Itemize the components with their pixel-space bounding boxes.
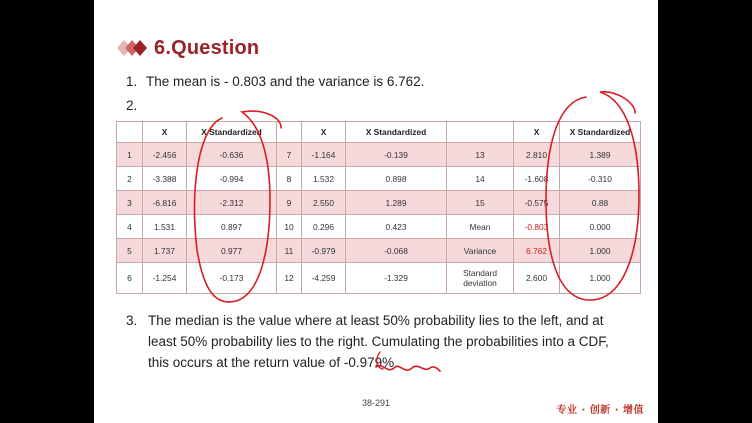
table-cell: 0.423 (346, 215, 447, 239)
table-row (117, 263, 641, 294)
table-cell: 7 (277, 143, 302, 167)
table-cell: -3.388 (143, 167, 187, 191)
table-cell: 2.810 (514, 143, 560, 167)
table-cell: 13 (447, 143, 514, 167)
column-header: X (143, 122, 187, 143)
table-cell: -0.173 (187, 263, 277, 294)
table-cell: -0.575 (514, 191, 560, 215)
data-table (116, 121, 641, 294)
table-cell: 0.000 (560, 215, 641, 239)
brand-slogan: 专业 · 创新 · 增值 (556, 405, 644, 416)
table-cell: -0.803 (514, 215, 560, 239)
column-header: X (302, 122, 346, 143)
question-text: The mean is - 0.803 and the variance is 6.762. (146, 74, 425, 89)
table-cell: -0.636 (187, 143, 277, 167)
question-number: 1. (126, 74, 138, 89)
table-cell: -0.979 (302, 239, 346, 263)
table-cell: 12 (277, 263, 302, 294)
table-cell: Variance (447, 239, 514, 263)
table-cell: 8 (277, 167, 302, 191)
table-cell: -2.456 (143, 143, 187, 167)
table-cell: 6.762 (514, 239, 560, 263)
table-cell: 0.296 (302, 215, 346, 239)
table-row (117, 191, 641, 215)
table-cell: 14 (447, 167, 514, 191)
table-cell: 1.389 (560, 143, 641, 167)
table-cell: 0.898 (346, 167, 447, 191)
table-cell: 9 (277, 191, 302, 215)
column-header: X Standardized (560, 122, 641, 143)
column-header (447, 122, 514, 143)
slide (94, 0, 658, 423)
question-number: 3. (126, 313, 138, 328)
table-header-row (117, 122, 641, 143)
table-cell: -6.816 (143, 191, 187, 215)
table-cell: 2.550 (302, 191, 346, 215)
table-cell: -0.068 (346, 239, 447, 263)
column-header (117, 122, 143, 143)
page-number: 38-291 (361, 398, 391, 408)
table-cell: 3 (117, 191, 143, 215)
table-row (117, 167, 641, 191)
question-number: 2. (126, 98, 138, 113)
diamond-logo-icon (108, 36, 148, 60)
table-cell: 1.289 (346, 191, 447, 215)
table-cell: 1.532 (302, 167, 346, 191)
table-cell: 2.600 (514, 263, 560, 294)
column-header: X (514, 122, 560, 143)
table-cell: 1.000 (560, 239, 641, 263)
table-cell: 0.88 (560, 191, 641, 215)
table-cell: 6 (117, 263, 143, 294)
table-cell: 2 (117, 167, 143, 191)
table-cell: -0.310 (560, 167, 641, 191)
table-cell: 1.737 (143, 239, 187, 263)
table-cell: 0.897 (187, 215, 277, 239)
table-cell: -0.139 (346, 143, 447, 167)
table-cell: Standard deviation (447, 263, 514, 294)
table-row (117, 215, 641, 239)
table-cell: 11 (277, 239, 302, 263)
table-cell: 1.000 (560, 263, 641, 294)
question-text: The median is the value where at least 50% probability lies to the left, and at least 50% probability lies to the right. Cumulating the probabilities into a CDF, this occurs at the return value of -0.979%. (148, 313, 609, 370)
table-cell: 0.977 (187, 239, 277, 263)
question-2 (126, 98, 146, 113)
table-row (117, 239, 641, 263)
question-3 (126, 310, 632, 373)
table-cell: 1.531 (143, 215, 187, 239)
table-cell: -0.994 (187, 167, 277, 191)
table-cell: -1.329 (346, 263, 447, 294)
table-cell: -4.259 (302, 263, 346, 294)
column-header: X Standardized (346, 122, 447, 143)
question-1 (126, 74, 424, 89)
table-cell: 1 (117, 143, 143, 167)
table-cell: 4 (117, 215, 143, 239)
table-row (117, 143, 641, 167)
table-cell: -1.164 (302, 143, 346, 167)
table-cell: -2.312 (187, 191, 277, 215)
column-header: X Standardized (187, 122, 277, 143)
column-header (277, 122, 302, 143)
table-cell: -1.608 (514, 167, 560, 191)
table-cell: 15 (447, 191, 514, 215)
table-cell: 5 (117, 239, 143, 263)
table-cell: Mean (447, 215, 514, 239)
table-cell: -1.254 (143, 263, 187, 294)
table-cell: 10 (277, 215, 302, 239)
slide-title: 6.Question (154, 37, 260, 59)
